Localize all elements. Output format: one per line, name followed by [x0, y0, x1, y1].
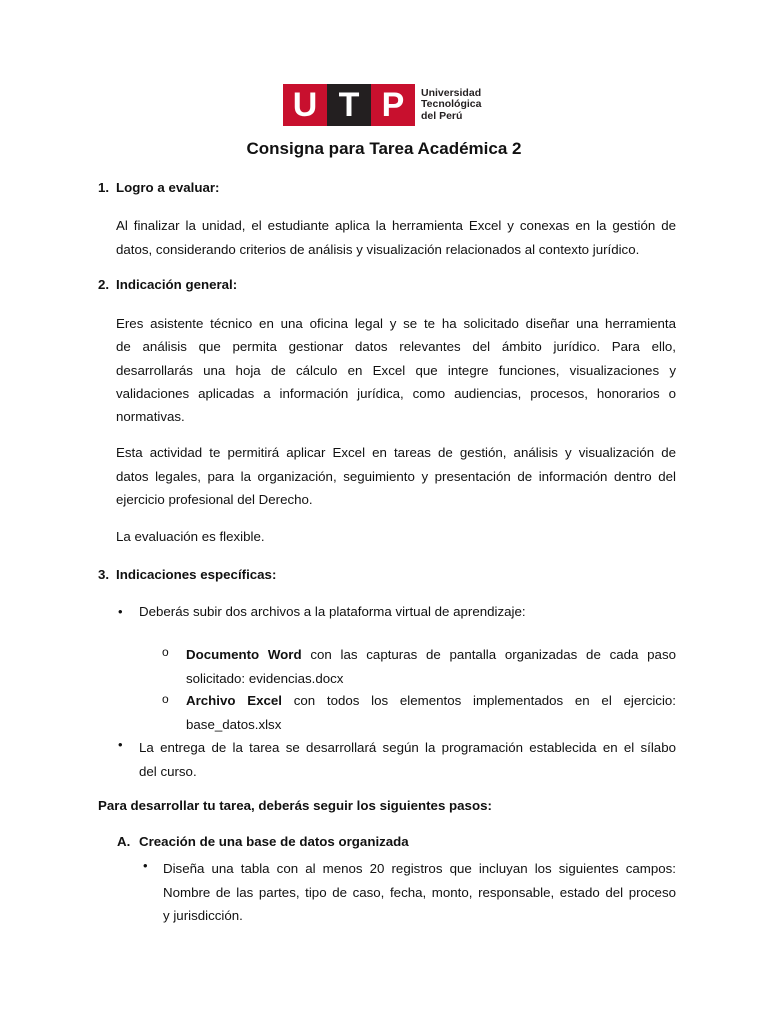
- s2-p2-line-1: Esta actividad te permitirá aplicar Excel en tareas de gestión, análisis y visualización de: [116, 445, 676, 460]
- sub-bullet-2-bold: Archivo Excel: [186, 693, 282, 708]
- s2-p1-line-2: de análisis que permita gestionar datos relevantes del ámbito jurídico. Para ello,: [116, 339, 676, 355]
- section-1-line-1: Al finalizar la unidad, el estudiante aplica la herramienta Excel y conexas en la gestión de: [116, 218, 676, 233]
- sub-bullet-1-rest: con las capturas de pantalla organizadas de cada paso: [301, 647, 676, 662]
- step-a-heading: Creación de una base de datos organizada: [139, 834, 409, 849]
- s2-p2-line-3: ejercicio profesional del Derecho.: [116, 492, 313, 507]
- steps-heading: Para desarrollar tu tarea, deberás seguir los siguientes pasos:: [98, 798, 492, 813]
- bullet-1-symbol: •: [118, 604, 123, 619]
- section-2-heading: Indicación general:: [116, 277, 238, 292]
- bullet-2-line-1: La entrega de la tarea se desarrollará según la programación establecida en el sílabo: [139, 740, 676, 755]
- sub-bullet-2-symbol: o: [162, 692, 169, 706]
- step-a-letter: A.: [117, 834, 131, 849]
- sub-bullet-1-line-2: solicitado: evidencias.docx: [186, 670, 344, 686]
- logo-letter-u: U: [283, 84, 327, 126]
- sub-bullet-1-bold: Documento Word: [186, 647, 302, 662]
- sub-bullet-2-line-1: [186, 689, 676, 713]
- step-a-line-3: y jurisdicción.: [163, 908, 243, 923]
- section-2-paragraph-3: La evaluación es flexible.: [116, 529, 265, 544]
- document-title: Consigna para Tarea Académica 2: [246, 139, 522, 158]
- sub-bullet-2-rest: con todos los elementos implementados en el ejercicio:: [282, 693, 676, 708]
- step-a-line-1: Diseña una tabla con al menos 20 registros que incluyan los siguientes campos:: [163, 861, 676, 876]
- logo-letter-t: T: [327, 84, 371, 126]
- logo-name-line-1: Universidad: [421, 86, 482, 99]
- sub-bullet-2-text: [186, 689, 676, 736]
- s2-p1-line-4: validaciones aplicadas a información jurídica, como audiencias, procesos, honorarios o: [116, 385, 676, 401]
- bullet-2-symbol: •: [118, 737, 123, 752]
- section-3-heading: Indicaciones específicas:: [116, 567, 277, 582]
- s2-p1-line-3: desarrollarás una hoja de cálculo en Excel que integre funciones, visualizaciones y: [116, 362, 676, 378]
- section-1-number: 1.: [98, 180, 110, 195]
- s2-p1-line-1: Eres asistente técnico en una oficina legal y se te ha solicitado diseñar una herramienta: [116, 316, 676, 331]
- s2-p2-line-2: datos legales, para la organización, seguimiento y presentación de información dentro del: [116, 468, 676, 484]
- s2-p1-line-5: normativas.: [116, 409, 185, 425]
- logo-letter-p: P: [371, 84, 415, 126]
- sub-bullet-2-line-2: base_datos.xlsx: [186, 716, 282, 732]
- bullet-2-line-2: del curso.: [139, 763, 197, 779]
- section-2-paragraph-2: [116, 441, 676, 512]
- section-1-heading: Logro a evaluar:: [116, 180, 220, 195]
- step-a-bullet-symbol: •: [143, 858, 148, 873]
- sub-bullet-1-line-1: [186, 643, 676, 667]
- section-2-number: 2.: [98, 277, 110, 292]
- bullet-2-text: [139, 736, 676, 783]
- step-a-line-2: Nombre de las partes, tipo de caso, fecha, monto, responsable, estado del proceso: [163, 884, 676, 900]
- logo-name-line-2: Tecnológica: [421, 98, 482, 111]
- logo-name-line-3: del Perú: [421, 109, 463, 122]
- bullet-1-text: Deberás subir dos archivos a la plataforma virtual de aprendizaje:: [139, 604, 526, 619]
- step-a-bullet-text: [163, 857, 676, 928]
- logo-university-name: [421, 84, 481, 126]
- section-1-line-2: datos, considerando criterios de análisis y visualización relacionados al contexto jurídico.: [116, 242, 640, 257]
- section-3-number: 3.: [98, 567, 110, 582]
- section-1-paragraph: [116, 214, 676, 262]
- section-2-paragraph-1: [116, 312, 676, 428]
- utp-logo: [283, 84, 481, 126]
- sub-bullet-1-symbol: o: [162, 645, 169, 659]
- sub-bullet-1-text: [186, 643, 676, 690]
